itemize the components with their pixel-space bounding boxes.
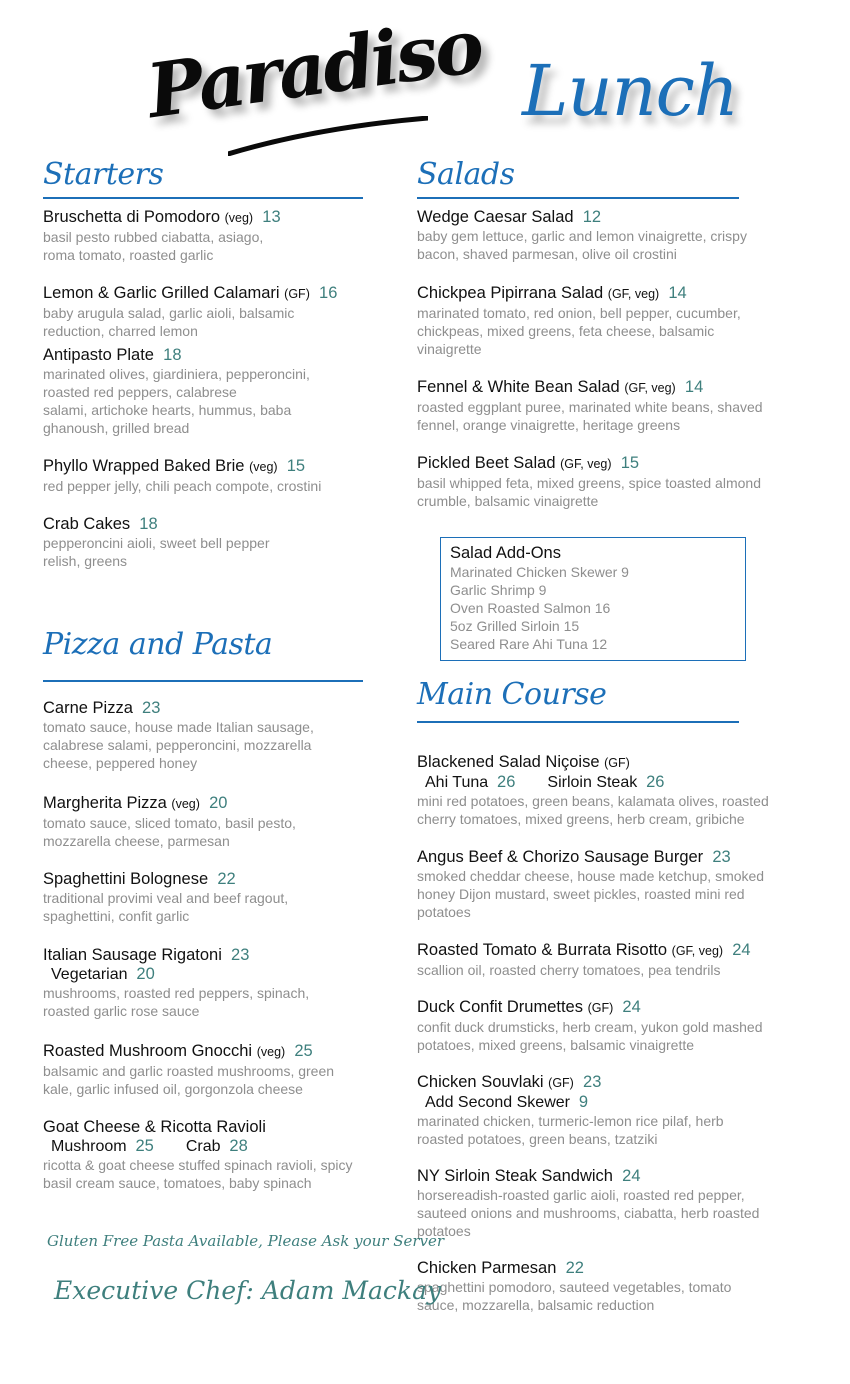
item-description: vinaigrette <box>417 341 482 357</box>
item-description: roasted eggplant puree, marinated white beans, shaved <box>417 399 763 415</box>
item-name: Blackened Salad Niçoise <box>417 753 600 771</box>
item-name: Italian Sausage Rigatoni <box>43 946 222 964</box>
item-price: 18 <box>163 346 182 364</box>
item-tag: (GF) <box>548 1076 574 1090</box>
item-heading <box>417 847 827 867</box>
item-description: crumble, balsamic vinaigrette <box>417 493 599 509</box>
item-description: tomato sauce, sliced tomato, basil pesto, <box>43 815 296 831</box>
item-description: scallion oil, roasted cherry tomatoes, pea tendrils <box>417 962 721 978</box>
item-price: 23 <box>231 946 250 964</box>
item-name: Carne Pizza <box>43 699 133 717</box>
item-price: 25 <box>294 1042 313 1060</box>
menu-item <box>43 207 413 264</box>
item-description: sauteed onions and mushrooms, ciabatta, herb roasted <box>417 1205 760 1221</box>
starters-rule <box>43 197 363 199</box>
item-tag: (GF) <box>604 756 630 770</box>
item-description: potatoes, mixed greens, balsamic vinaigrette <box>417 1037 695 1053</box>
item-heading <box>417 283 827 304</box>
item-heading <box>417 1258 827 1278</box>
item-description: basil pesto rubbed ciabatta, asiago, <box>43 229 264 245</box>
item-heading <box>43 456 413 477</box>
item-name: Roasted Mushroom Gnocchi <box>43 1042 253 1060</box>
menu-item <box>43 283 413 340</box>
addon-item: Seared Rare Ahi Tuna 12 <box>450 636 608 652</box>
menu-item <box>417 1166 827 1240</box>
item-description: honey Dijon mustard, sweet pickles, roasted mini red <box>417 886 745 902</box>
menu-item <box>417 940 827 979</box>
option-name: Vegetarian <box>51 966 128 983</box>
item-description: marinated olives, giardiniera, pepperoncini, <box>43 366 310 382</box>
item-description: potatoes <box>417 904 471 920</box>
item-heading <box>43 283 413 304</box>
addon-item: 5oz Grilled Sirloin 15 <box>450 618 580 634</box>
option-name: Mushroom <box>51 1138 127 1155</box>
item-options <box>417 1093 827 1112</box>
item-heading <box>417 940 827 961</box>
item-heading <box>417 997 827 1018</box>
item-price: 24 <box>622 1167 641 1185</box>
item-description: reduction, charred lemon <box>43 323 198 339</box>
item-name: Spaghettini Bolognese <box>43 870 209 888</box>
salads-rule <box>417 197 739 199</box>
item-heading <box>43 207 413 228</box>
item-description: salami, artichoke hearts, hummus, baba <box>43 402 292 418</box>
item-name: Goat Cheese & Ricotta Ravioli <box>43 1118 266 1136</box>
item-price: 15 <box>286 457 306 475</box>
item-tag: (GF, veg) <box>560 457 612 471</box>
item-tag: (GF, veg) <box>607 287 660 301</box>
item-description: spaghettini pomodoro, sauteed vegetables, tomato <box>417 1279 732 1295</box>
menu-item <box>43 1041 413 1098</box>
starters-title: Starters <box>43 157 164 192</box>
pizza-pasta-rule <box>43 680 363 682</box>
item-description: roma tomato, roasted garlic <box>43 247 214 263</box>
addon-item: Garlic Shrimp 9 <box>450 582 547 598</box>
item-description: roasted red peppers, calabrese <box>43 384 237 400</box>
menu-item <box>417 847 827 921</box>
option-price: 20 <box>136 965 155 983</box>
item-description: roasted garlic rose sauce <box>43 1003 200 1019</box>
item-description: spaghettini, confit garlic <box>43 908 190 924</box>
item-description: baby arugula salad, garlic aioli, balsamic <box>43 305 295 321</box>
item-description: confit duck drumsticks, herb cream, yukon gold mashed <box>417 1019 763 1035</box>
option-name: Sirloin Steak <box>547 774 638 791</box>
item-name: Antipasto Plate <box>43 346 154 364</box>
option-price: 26 <box>646 773 665 791</box>
main-course-rule <box>417 721 739 723</box>
menu-item <box>417 283 827 358</box>
option-price: 26 <box>497 773 516 791</box>
item-tag: (GF) <box>587 1001 614 1015</box>
item-price: 16 <box>319 284 338 302</box>
item-description: mini red potatoes, green beans, kalamata olives, roasted <box>417 793 769 809</box>
item-description: horsereadish-roasted garlic aioli, roasted red pepper, <box>417 1187 745 1203</box>
main-course-title: Main Course <box>417 677 607 712</box>
item-description: baby gem lettuce, garlic and lemon vinaigrette, crispy <box>417 228 747 244</box>
item-name: Pickled Beet Salad <box>417 454 556 472</box>
item-price: 20 <box>209 794 228 812</box>
item-description: cheese, peppered honey <box>43 755 198 771</box>
item-name: Chicken Souvlaki <box>417 1073 544 1091</box>
item-description: bacon, shaved parmesan, olive oil crostini <box>417 246 677 262</box>
item-name: NY Sirloin Steak Sandwich <box>417 1167 613 1185</box>
item-name: Duck Confit Drumettes <box>417 998 583 1016</box>
item-tag: (GF, veg) <box>671 944 724 958</box>
salads-title: Salads <box>417 157 515 192</box>
item-price: 14 <box>684 378 704 396</box>
item-description: marinated chicken, turmeric-lemon rice pilaf, herb <box>417 1113 724 1129</box>
item-description: smoked cheddar cheese, house made ketchup, smoked <box>417 868 765 884</box>
item-description: balsamic and garlic roasted mushrooms, green <box>43 1063 335 1079</box>
item-heading <box>417 752 827 773</box>
item-description: red pepper jelly, chili peach compote, crostini <box>43 478 322 494</box>
item-options <box>43 965 413 984</box>
item-description: basil whipped feta, mixed greens, spice toasted almond <box>417 475 761 491</box>
item-name: Wedge Caesar Salad <box>417 208 574 226</box>
item-description: cherry tomatoes, mixed greens, herb cream, gribiche <box>417 811 745 827</box>
pizza-pasta-title: Pizza and Pasta <box>43 627 273 662</box>
item-heading <box>43 945 413 965</box>
item-description: kale, garlic infused oil, gorgonzola cheese <box>43 1081 303 1097</box>
item-name: Lemon & Garlic Grilled Calamari <box>43 284 280 302</box>
item-price: 22 <box>217 870 236 888</box>
item-heading <box>43 1117 413 1137</box>
menu-item <box>43 1117 413 1192</box>
item-price: 14 <box>668 284 687 302</box>
option-price: 28 <box>229 1137 248 1155</box>
item-options <box>43 1137 413 1156</box>
option-price: 25 <box>135 1137 154 1155</box>
menu-item <box>417 1258 827 1314</box>
item-heading <box>43 793 413 814</box>
option-name: Add Second Skewer <box>425 1094 570 1111</box>
item-name: Margherita Pizza <box>43 794 167 812</box>
menu-item <box>417 453 827 510</box>
menu-item <box>43 793 413 850</box>
menu-item <box>417 997 827 1054</box>
item-price: 12 <box>582 208 602 226</box>
item-price: 23 <box>142 699 161 717</box>
menu-item <box>43 456 413 495</box>
item-description: fennel, orange vinaigrette, heritage greens <box>417 417 681 433</box>
item-heading <box>417 453 827 474</box>
item-name: Crab Cakes <box>43 515 131 533</box>
item-description: mozzarella cheese, parmesan <box>43 833 230 849</box>
item-tag: (veg) <box>171 797 200 811</box>
item-name: Fennel & White Bean Salad <box>417 378 620 396</box>
item-tag: (veg) <box>256 1045 286 1059</box>
item-name: Phyllo Wrapped Baked Brie <box>43 457 245 475</box>
item-name: Angus Beef & Chorizo Sausage Burger <box>417 848 704 866</box>
page-title: Lunch <box>522 50 738 132</box>
item-description: chickpeas, mixed greens, feta cheese, balsamic <box>417 323 715 339</box>
item-description: sauce, mozzarella, balsamic reduction <box>417 1297 655 1313</box>
item-name: Bruschetta di Pomodoro <box>43 208 221 226</box>
item-options <box>417 773 827 792</box>
item-description: tomato sauce, house made Italian sausage, <box>43 719 314 735</box>
salad-addons-box <box>440 537 746 661</box>
item-description: traditional provimi veal and beef ragout, <box>43 890 289 906</box>
item-price: 24 <box>622 998 641 1016</box>
option-price: 9 <box>578 1093 589 1111</box>
item-name: Chicken Parmesan <box>417 1259 557 1277</box>
item-description: ghanoush, grilled bread <box>43 420 190 436</box>
item-heading <box>417 1166 827 1186</box>
right-column <box>417 0 827 1384</box>
gluten-free-note: Gluten Free Pasta Available, Please Ask your Server <box>47 1232 445 1250</box>
item-price: 15 <box>620 454 640 472</box>
item-price: 23 <box>583 1073 602 1091</box>
menu-item <box>43 945 413 1020</box>
menu-item <box>417 377 827 434</box>
item-name: Roasted Tomato & Burrata Risotto <box>417 941 668 959</box>
menu-item <box>43 698 413 772</box>
item-description: potatoes <box>417 1223 471 1239</box>
item-name: Chickpea Pipirrana Salad <box>417 284 604 302</box>
menu-item <box>417 1072 827 1148</box>
executive-chef: Executive Chef: Adam Mackay <box>54 1276 442 1305</box>
item-description: calabrese salami, pepperoncini, mozzarella <box>43 737 312 753</box>
menu-item <box>417 752 827 828</box>
item-heading <box>43 698 413 718</box>
menu-item <box>43 345 413 437</box>
menu-item <box>43 869 413 925</box>
salad-addons-title: Salad Add-Ons <box>450 544 561 562</box>
menu-item <box>417 207 827 263</box>
item-description: ricotta & goat cheese stuffed spinach ravioli, spicy <box>43 1157 353 1173</box>
item-heading <box>43 869 413 889</box>
item-price: 23 <box>712 848 731 866</box>
item-heading <box>43 514 413 534</box>
item-heading <box>43 345 413 365</box>
item-description: marinated tomato, red onion, bell pepper, cucumber, <box>417 305 741 321</box>
item-tag: (veg) <box>224 211 254 225</box>
addon-item: Marinated Chicken Skewer 9 <box>450 564 629 580</box>
addon-item: Oven Roasted Salmon 16 <box>450 600 611 616</box>
item-tag: (GF, veg) <box>624 381 676 395</box>
item-heading <box>417 207 827 227</box>
option-name: Crab <box>185 1138 221 1155</box>
item-tag: (GF) <box>284 287 310 301</box>
item-price: 13 <box>262 208 281 226</box>
menu-item <box>43 514 413 570</box>
item-heading <box>417 377 827 398</box>
item-description: relish, greens <box>43 553 128 569</box>
item-description: roasted potatoes, green beans, tzatziki <box>417 1131 658 1147</box>
item-tag: (veg) <box>249 460 278 474</box>
item-price: 24 <box>732 941 751 959</box>
left-column <box>43 0 413 1384</box>
item-heading <box>43 1041 413 1062</box>
logo-wordmark: Paradiso <box>142 3 487 136</box>
item-description: basil cream sauce, tomatoes, baby spinach <box>43 1175 312 1191</box>
item-price: 18 <box>139 515 158 533</box>
item-description: pepperoncini aioli, sweet bell pepper <box>43 535 270 551</box>
item-price: 22 <box>565 1259 584 1277</box>
item-description: mushrooms, roasted red peppers, spinach, <box>43 985 310 1001</box>
option-name: Ahi Tuna <box>425 774 489 791</box>
item-heading <box>417 1072 827 1093</box>
